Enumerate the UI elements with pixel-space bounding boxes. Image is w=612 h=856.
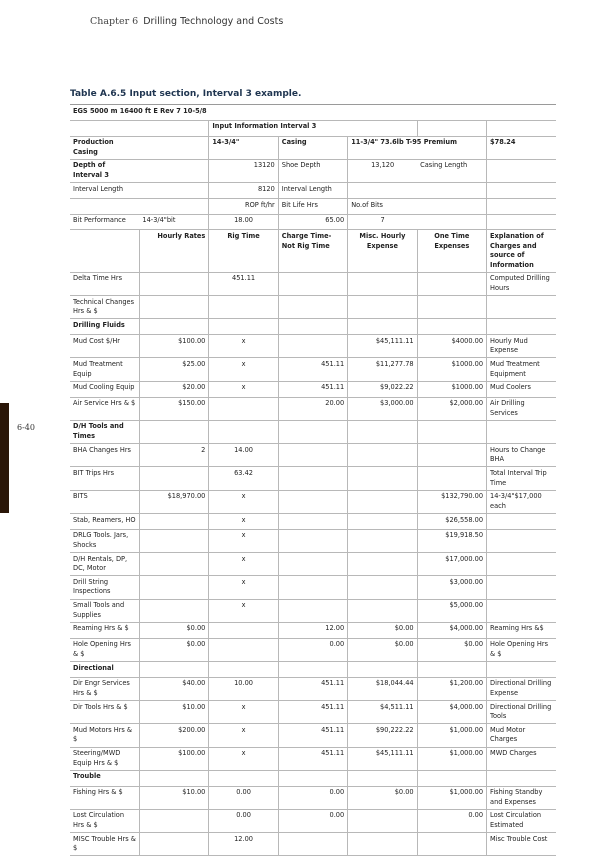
misc-expense — [348, 467, 417, 490]
explanation — [487, 576, 556, 599]
misc-expense: $9,022.22 — [348, 381, 417, 397]
hourly-rate — [139, 272, 208, 295]
misc-expense: $0.00 — [348, 786, 417, 809]
misc-expense: $90,222.22 — [348, 724, 417, 747]
charge-time — [278, 553, 347, 576]
explanation: Mud Treatment Equipment — [487, 358, 556, 381]
one-time-header: One Time Expenses — [417, 230, 486, 272]
table-row — [70, 724, 556, 747]
section-label: Directional — [70, 661, 139, 677]
misc-expense — [348, 599, 417, 622]
misc-expense — [348, 296, 417, 319]
charge-time: 0.00 — [278, 809, 347, 832]
charge-time-header: Charge Time-Not Rig Time — [278, 230, 347, 272]
row-label: BITS — [70, 490, 139, 513]
row-label: DRLG Tools. Jars, Shocks — [70, 529, 139, 552]
charge-time — [278, 770, 347, 786]
bit-performance-label: Bit Performance — [70, 214, 139, 230]
misc-expense — [348, 661, 417, 677]
charge-time: 451.11 — [278, 724, 347, 747]
explanation: Hours to Change BHA — [487, 444, 556, 467]
info-header-row — [70, 120, 556, 136]
charge-time — [278, 529, 347, 552]
chapter-title: Drilling Technology and Costs — [143, 16, 284, 27]
misc-expense: $18,044.44 — [348, 677, 417, 700]
explanation: 14-3/4"$17,000 each — [487, 490, 556, 513]
casing-label: Casing — [278, 136, 347, 159]
rig-time — [209, 638, 278, 661]
charge-time: 451.11 — [278, 677, 347, 700]
hourly-rate: $100.00 — [139, 747, 208, 770]
row-label: D/H Rentals, DP, DC, Motor — [70, 553, 139, 576]
hourly-rate — [139, 599, 208, 622]
hourly-rate — [139, 661, 208, 677]
rig-time: x — [209, 747, 278, 770]
hourly-rate — [139, 770, 208, 786]
table-row — [70, 576, 556, 599]
charge-time — [278, 661, 347, 677]
one-time-expense: 0.00 — [417, 809, 486, 832]
rig-time: x — [209, 576, 278, 599]
one-time-expense: $132,790.00 — [417, 490, 486, 513]
bit-life-label: Bit Life Hrs — [278, 198, 347, 214]
table-row — [70, 553, 556, 576]
one-time-expense: $26,558.00 — [417, 513, 486, 529]
section-row — [70, 661, 556, 677]
misc-expense: $11,277.78 — [348, 358, 417, 381]
running-header — [90, 16, 283, 27]
charge-time — [278, 296, 347, 319]
explanation: Reaming Hrs &$ — [487, 622, 556, 638]
production-casing-size: 14-3/4" — [209, 136, 278, 159]
charge-time: 451.11 — [278, 747, 347, 770]
table-row — [70, 677, 556, 700]
misc-expense: $0.00 — [348, 638, 417, 661]
row-label: Reaming Hrs & $ — [70, 622, 139, 638]
shoe-depth-value: 13,120 — [348, 159, 417, 182]
table-row — [70, 272, 556, 295]
explanation — [487, 513, 556, 529]
table-row — [70, 809, 556, 832]
hourly-rate: $10.00 — [139, 700, 208, 723]
table-row — [70, 358, 556, 381]
rop-label: ROP ft/hr — [209, 198, 278, 214]
interval-length-label2: Interval Length — [278, 183, 347, 199]
one-time-expense — [417, 319, 486, 335]
rop-header-row — [70, 198, 556, 214]
input-table — [70, 104, 556, 856]
table-row — [70, 296, 556, 319]
rig-time: 12.00 — [209, 833, 278, 856]
charge-time — [278, 467, 347, 490]
explanation: Misc Trouble Cost — [487, 833, 556, 856]
explanation — [487, 553, 556, 576]
row-label: Hole Opening Hrs & $ — [70, 638, 139, 661]
explanation — [487, 420, 556, 443]
table-row — [70, 747, 556, 770]
casing-length-label: Casing Length — [417, 159, 486, 182]
explanation: Hourly Mud Expense — [487, 335, 556, 358]
hourly-rate — [139, 319, 208, 335]
table-title-row — [70, 105, 556, 121]
misc-expense: $45,111.11 — [348, 747, 417, 770]
depth-label: Depth of Interval 3 — [70, 159, 139, 182]
rig-time — [209, 319, 278, 335]
rig-time — [209, 296, 278, 319]
misc-expense: $3,000.00 — [348, 397, 417, 420]
explanation: Total Interval Trip Time — [487, 467, 556, 490]
interval-length-row — [70, 183, 556, 199]
table-row — [70, 397, 556, 420]
explanation — [487, 319, 556, 335]
row-label: MISC Trouble Hrs & $ — [70, 833, 139, 856]
page-number: 6-40 — [17, 423, 35, 432]
table-row — [70, 335, 556, 358]
charge-time: 451.11 — [278, 381, 347, 397]
one-time-expense — [417, 833, 486, 856]
charge-time: 0.00 — [278, 638, 347, 661]
section-label: D/H Tools and Times — [70, 420, 139, 443]
rig-time — [209, 420, 278, 443]
misc-expense — [348, 529, 417, 552]
charge-time: 451.11 — [278, 358, 347, 381]
misc-expense: $0.00 — [348, 622, 417, 638]
one-time-expense — [417, 661, 486, 677]
hourly-rate — [139, 833, 208, 856]
misc-expense: $45,111.11 — [348, 335, 417, 358]
section-row — [70, 420, 556, 443]
one-time-expense — [417, 296, 486, 319]
interval-length-label: Interval Length — [70, 183, 139, 199]
row-label: Mud Treatment Equip — [70, 358, 139, 381]
hourly-rate: $200.00 — [139, 724, 208, 747]
rig-time — [209, 622, 278, 638]
charge-time: 451.11 — [278, 700, 347, 723]
rig-time: x — [209, 529, 278, 552]
rig-time-header: Rig Time — [209, 230, 278, 272]
section-label: Trouble — [70, 770, 139, 786]
rig-time: x — [209, 381, 278, 397]
one-time-expense: $1000.00 — [417, 381, 486, 397]
table-row — [70, 490, 556, 513]
misc-expense — [348, 490, 417, 513]
charge-time — [278, 444, 347, 467]
explanation: Fishing Standby and Expenses — [487, 786, 556, 809]
misc-expense — [348, 809, 417, 832]
one-time-expense — [417, 467, 486, 490]
hourly-rate — [139, 467, 208, 490]
row-label: Mud Cost $/Hr — [70, 335, 139, 358]
hourly-rate: $40.00 — [139, 677, 208, 700]
charge-time — [278, 490, 347, 513]
row-label: Stab, Reamers, HO — [70, 513, 139, 529]
one-time-expense: $5,000.00 — [417, 599, 486, 622]
hourly-rate — [139, 553, 208, 576]
explanation — [487, 599, 556, 622]
table-row — [70, 786, 556, 809]
misc-expense — [348, 513, 417, 529]
bit-life-value: 65.00 — [278, 214, 347, 230]
table-row — [70, 467, 556, 490]
hourly-rates-header: Hourly Rates — [139, 230, 208, 272]
table-row — [70, 622, 556, 638]
row-label: Air Service Hrs & $ — [70, 397, 139, 420]
rig-time: x — [209, 335, 278, 358]
no-bits-label: No.of Bits — [348, 198, 417, 214]
no-bits-value: 7 — [348, 214, 417, 230]
rig-time: 0.00 — [209, 786, 278, 809]
misc-expense — [348, 444, 417, 467]
misc-expense — [348, 272, 417, 295]
explanation: Directional Drilling Tools — [487, 700, 556, 723]
rig-time: x — [209, 490, 278, 513]
hourly-rate — [139, 296, 208, 319]
charge-time — [278, 335, 347, 358]
rig-time: x — [209, 724, 278, 747]
hourly-rate: $25.00 — [139, 358, 208, 381]
charge-time — [278, 576, 347, 599]
rig-time: x — [209, 599, 278, 622]
hourly-rate: $0.00 — [139, 622, 208, 638]
hourly-rate: $20.00 — [139, 381, 208, 397]
column-header-row — [70, 230, 556, 272]
one-time-expense: $4000.00 — [417, 335, 486, 358]
section-label: Drilling Fluids — [70, 319, 139, 335]
row-label: Technical Changes Hrs & $ — [70, 296, 139, 319]
row-label: Steering/MWD Equip Hrs & $ — [70, 747, 139, 770]
one-time-expense: $1,000.00 — [417, 724, 486, 747]
row-label: Mud Cooling Equip — [70, 381, 139, 397]
charge-time — [278, 272, 347, 295]
table-row — [70, 599, 556, 622]
rig-time: 14.00 — [209, 444, 278, 467]
rop-value: 18.00 — [209, 214, 278, 230]
rig-time: x — [209, 553, 278, 576]
table-title: EGS 5000 m 16400 ft E Rev 7 10-5/8 — [70, 105, 556, 121]
one-time-expense: $1,000.00 — [417, 747, 486, 770]
rig-time: 0.00 — [209, 809, 278, 832]
explanation: Mud Motor Charges — [487, 724, 556, 747]
row-label: Small Tools and Supplies — [70, 599, 139, 622]
misc-expense — [348, 770, 417, 786]
explanation — [487, 529, 556, 552]
row-label: Delta Time Hrs — [70, 272, 139, 295]
hourly-rate: 2 — [139, 444, 208, 467]
one-time-expense — [417, 770, 486, 786]
table-row — [70, 638, 556, 661]
chapter-label: Chapter 6 — [90, 16, 139, 27]
explanation: Mud Coolers — [487, 381, 556, 397]
explanation: Computed Drilling Hours — [487, 272, 556, 295]
hourly-rate — [139, 513, 208, 529]
explanation: MWD Charges — [487, 747, 556, 770]
misc-expense — [348, 420, 417, 443]
rig-time: 451.11 — [209, 272, 278, 295]
row-label: BIT Trips Hrs — [70, 467, 139, 490]
row-label: Dir Engr Services Hrs & $ — [70, 677, 139, 700]
rig-time: 10.00 — [209, 677, 278, 700]
hourly-rate: $0.00 — [139, 638, 208, 661]
explanation: Directional Drilling Expense — [487, 677, 556, 700]
charge-time — [278, 833, 347, 856]
one-time-expense: $1000.00 — [417, 358, 486, 381]
rig-time: x — [209, 358, 278, 381]
hourly-rate — [139, 809, 208, 832]
hourly-rate — [139, 420, 208, 443]
hourly-rate: $150.00 — [139, 397, 208, 420]
rig-time — [209, 661, 278, 677]
misc-expense — [348, 833, 417, 856]
one-time-expense: $1,000.00 — [417, 786, 486, 809]
one-time-expense: $1,200.00 — [417, 677, 486, 700]
misc-hourly-header: Misc. Hourly Expense — [348, 230, 417, 272]
charge-time — [278, 513, 347, 529]
row-label: Dir Tools Hrs & $ — [70, 700, 139, 723]
explanation: Air Drilling Services — [487, 397, 556, 420]
one-time-expense: $19,918.50 — [417, 529, 486, 552]
info-header: Input Information Interval 3 — [209, 120, 417, 136]
one-time-expense: $3,000.00 — [417, 576, 486, 599]
misc-expense — [348, 319, 417, 335]
table-row — [70, 513, 556, 529]
interval-length-value: 8120 — [209, 183, 278, 199]
table-caption: Table A.6.5 Input section, Interval 3 example. — [70, 89, 302, 99]
hourly-rate: $100.00 — [139, 335, 208, 358]
table-row — [70, 381, 556, 397]
rig-time: x — [209, 700, 278, 723]
one-time-expense: $0.00 — [417, 638, 486, 661]
bit-size: 14-3/4"bit — [139, 214, 208, 230]
explanation: Hole Opening Hrs & $ — [487, 638, 556, 661]
row-label: BHA Changes Hrs — [70, 444, 139, 467]
depth-row — [70, 159, 556, 182]
one-time-expense: $17,000.00 — [417, 553, 486, 576]
charge-time: 20.00 — [278, 397, 347, 420]
misc-expense — [348, 553, 417, 576]
row-label: Drill String Inspections — [70, 576, 139, 599]
row-label: Mud Motors Hrs & $ — [70, 724, 139, 747]
explanation: Lost Circulation Estimated — [487, 809, 556, 832]
table-row — [70, 700, 556, 723]
explanation — [487, 296, 556, 319]
bit-performance-row — [70, 214, 556, 230]
production-casing-row — [70, 136, 556, 159]
rig-time: x — [209, 513, 278, 529]
one-time-expense — [417, 272, 486, 295]
rig-time: 63.42 — [209, 467, 278, 490]
charge-time — [278, 420, 347, 443]
table-row — [70, 529, 556, 552]
one-time-expense: $4,000.00 — [417, 622, 486, 638]
one-time-expense — [417, 444, 486, 467]
table-row — [70, 444, 556, 467]
casing-price: $78.24 — [487, 136, 556, 159]
table-row — [70, 833, 556, 856]
misc-expense: $4,511.11 — [348, 700, 417, 723]
depth-value: 13120 — [209, 159, 278, 182]
section-row — [70, 770, 556, 786]
hourly-rate: $10.00 — [139, 786, 208, 809]
row-label: Fishing Hrs & $ — [70, 786, 139, 809]
charge-time — [278, 599, 347, 622]
explanation-header: Explanation of Charges and source of Information — [487, 230, 556, 272]
production-casing-label: Production Casing — [70, 136, 139, 159]
hourly-rate — [139, 576, 208, 599]
one-time-expense: $2,000.00 — [417, 397, 486, 420]
charge-time: 12.00 — [278, 622, 347, 638]
charge-time: 0.00 — [278, 786, 347, 809]
casing-spec: 11-3/4" 73.6lb T-95 Premium — [348, 136, 487, 159]
misc-expense — [348, 576, 417, 599]
page-edge-bar — [0, 403, 9, 513]
rig-time — [209, 397, 278, 420]
rig-time — [209, 770, 278, 786]
explanation — [487, 661, 556, 677]
row-label: Lost Circulation Hrs & $ — [70, 809, 139, 832]
explanation — [487, 770, 556, 786]
one-time-expense — [417, 420, 486, 443]
one-time-expense: $4,000.00 — [417, 700, 486, 723]
hourly-rate: $18,970.00 — [139, 490, 208, 513]
hourly-rate — [139, 529, 208, 552]
section-row — [70, 319, 556, 335]
shoe-depth-label: Shoe Depth — [278, 159, 347, 182]
charge-time — [278, 319, 347, 335]
